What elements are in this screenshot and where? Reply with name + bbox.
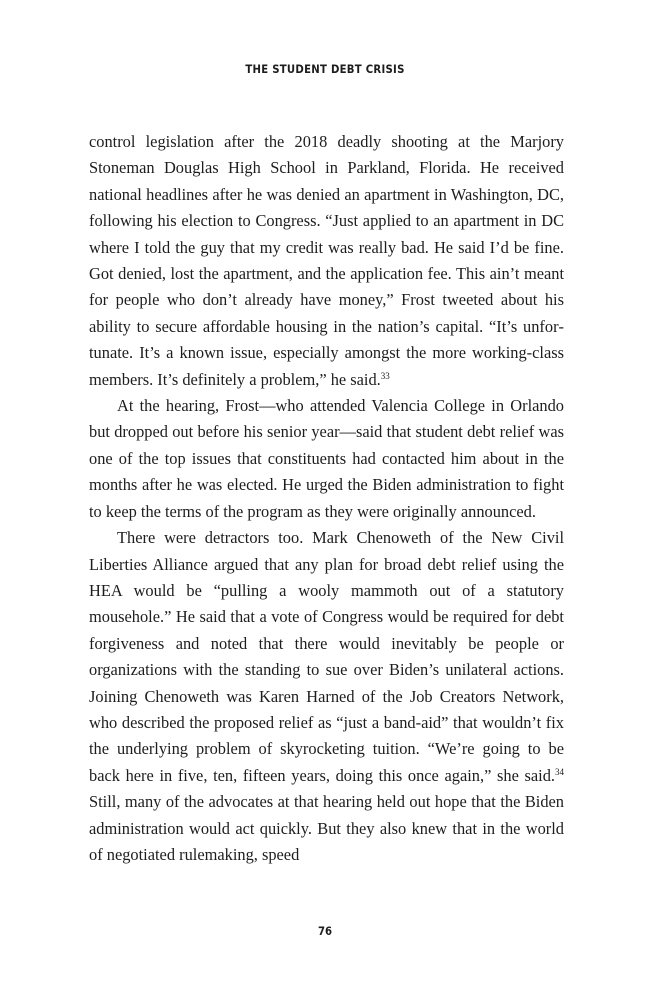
- page-number: 76: [317, 924, 333, 938]
- paragraph-1-text: control legislation after the 2018 deadly shooting at the Marjory Stoneman Douglas High School in Parkland, Florida. He received national headlines after he was denied an apartment in Washington, DC, following his election to Congress. “Just applied to an apartment in DC where I told the guy that my credit was really bad. He said I’d be fine. Got denied, lost the apartment, and the application fee. This ain’t meant for people who don’t already have money,” Frost tweeted about his ability to secure affordable housing in the nation’s capital. “It’s unfortunate. It’s a known issue, especially amongst the more working-class members. It’s definitely a problem,” he said.: [89, 132, 564, 389]
- paragraph-3: [89, 525, 564, 868]
- footnote-ref-34: 34: [555, 766, 564, 777]
- footnote-ref-33: 33: [380, 370, 390, 381]
- paragraph-3-text-before-note: There were detractors too. Mark Chenoweth of the New Civil Liberties Alliance argued that any plan for broad debt relief using the HEA would be “pulling a wooly mammoth out of a statutory mousehole.” He said that a vote of Congress would be required for debt forgiveness and noted that there would inevitably be people or organizations with the standing to sue over Biden’s unilateral actions. Joining Chenoweth was Karen Harned of the Job Creators Network, who described the proposed relief as “just a band-aid” that wouldn’t fix the underlying problem of skyrocketing tuition. “We’re going to be back here in five, ten, fifteen years, doing this once again,” she said.: [89, 528, 564, 785]
- paragraph-2: [89, 393, 564, 525]
- running-head: THE STUDENT DEBT CRISIS: [245, 62, 405, 76]
- paragraph-1: [89, 129, 564, 393]
- paragraph-2-text: At the hearing, Frost—who attended Valencia College in Orlando but dropped out before his senior year—said that student debt relief was one of the top issues that constituents had contacted him about in the months after he was elected. He urged the Biden administration to fight to keep the terms of the program as they were originally announced.: [89, 396, 564, 521]
- paragraph-3-text-after-note: Still, many of the advocates at that hearing held out hope that the Biden administration would act quickly. But they also knew that in the world of negotiated rulemaking, speed: [89, 792, 564, 864]
- body-text: [89, 129, 564, 868]
